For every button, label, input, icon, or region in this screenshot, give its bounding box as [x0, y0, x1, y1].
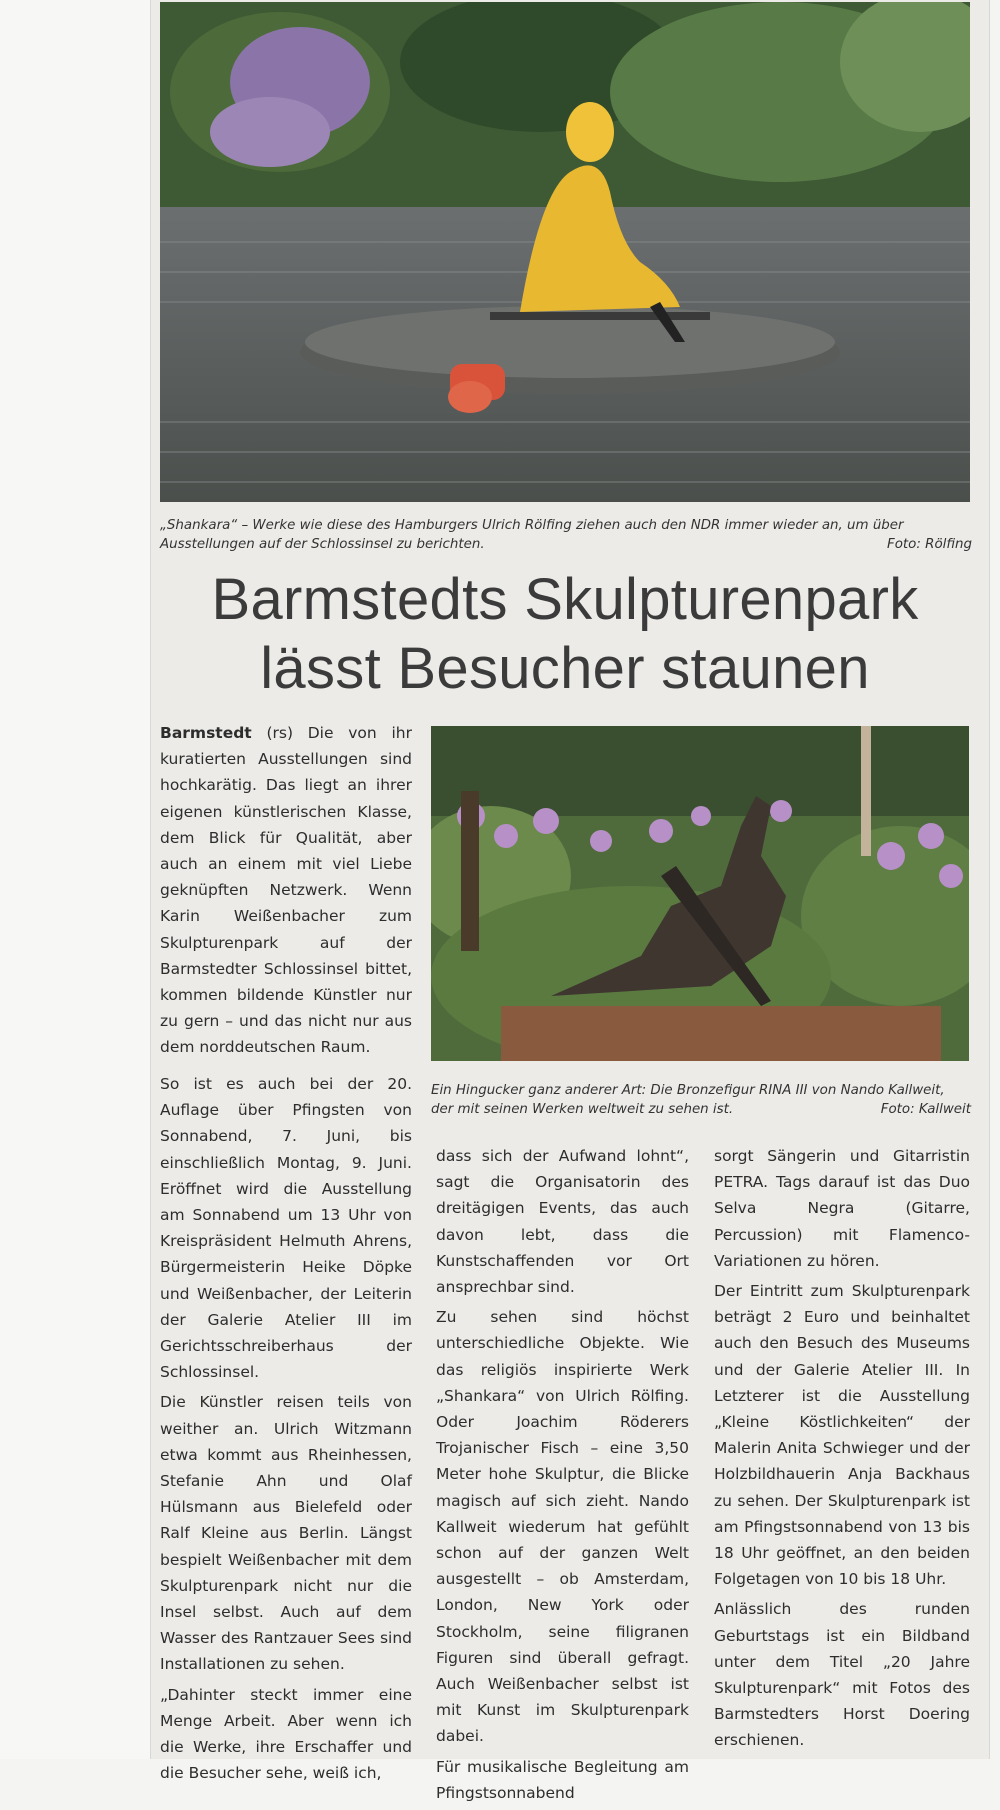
photo-credit-1: Foto: Rölfing: [887, 537, 972, 552]
article-column-2: [436, 1143, 689, 1810]
newspaper-clipping: [150, 0, 990, 1802]
paragraph-6: Zu sehen sind höchst unterschiedliche Objekte. Wie das religiös inspirierte Werk „Shankara“ von Ulrich Rölfing. Oder Joachim Röderers Trojanischer Fisch – eine 3,50 Meter hohe Skulptur, die Blicke magisch auf sich zieht. Nando Kallweit wiederum hat gefühlt schon auf der ganzen Welt ausgestellt – ob Amsterdam, London, New York oder Stockholm, seine filigranen Figuren sind überall gefragt. Auch Weißenbacher selbst ist mit Kunst im Skulpturenpark dabei.: [436, 1308, 689, 1746]
dateline: Barmstedt: [160, 724, 252, 742]
paragraph-1-text: Die von ihr kuratierten Ausstellungen sind hochkarätig. Das liegt an ihrer eigenen künstlerischen Klasse, dem Blick für Qualität, aber auch an einem mit viel Liebe geknüpften Netzwerk. Wenn Karin Weißenbacher zum Skulpturenpark auf der Barmstedter Schlossinsel bittet, kommen bildende Künstler nur zu gern – und das nicht nur aus dem norddeutschen Raum.: [160, 724, 412, 1057]
caption-2-text: Ein Hingucker ganz anderer Art: Die Bronzefigur RINA III von Nando Kallweit, der mit seinen Werken weltweit zu sehen ist.: [431, 1083, 945, 1117]
photo-caption-1: [160, 516, 972, 554]
photo-bronze-figure-rina: [431, 726, 969, 1061]
paragraph-3: Die Künstler reisen teils von weither an. Ulrich Witzmann etwa kommt aus Rheinhessen, Stefanie Ahn und Olaf Hülsmann aus Bielefeld oder Ralf Kleine aus Berlin. Längst bespielt Weißenbacher mit dem Skulpturenpark nicht nur die Insel selbst. Auch auf dem Wasser des Rantzauer Sees sind Installationen zu sehen.: [160, 1393, 412, 1674]
photo-credit-2: Foto: Kallweit: [880, 1102, 971, 1117]
headline-line-2: lässt Besucher staunen: [260, 636, 870, 701]
headline-line-1: Barmstedts Skulpturenpark: [211, 567, 919, 632]
caption-1-text: „Shankara“ – Werke wie diese des Hamburgers Ulrich Rölfing ziehen auch den NDR immer wieder an, um über Ausstellungen auf der Schlossinsel zu berichten.: [160, 518, 904, 552]
byline: (rs): [251, 724, 308, 742]
paragraph-4: „Dahinter steckt immer eine Menge Arbeit. Aber wenn ich die Werke, ihre Erschaffer und die Besucher sehe, weiß ich,: [160, 1685, 412, 1783]
paragraph-5: dass sich der Aufwand lohnt“, sagt die Organisatorin des dreitägigen Events, das auch davon lebt, dass die Kunstschaffenden vor Ort ansprechbar sind.: [436, 1147, 689, 1297]
paragraph-10: Anlässlich des runden Geburtstags ist ein Bildband unter dem Titel „20 Jahre Skulpturenpark“ mit Fotos des Barmstedters Horst Doering erschienen.: [714, 1600, 970, 1750]
photo-shankara-sculpture: [160, 2, 970, 502]
article-column-1-top: [160, 720, 412, 1065]
paragraph-2: So ist es auch bei der 20. Auflage über Pfingsten von Sonnabend, 7. Juni, bis einschließlich Montag, 9. Juni. Eröffnet wird die Ausstellung am Sonnabend um 13 Uhr von Kreispräsident Helmuth Ahrens, Bürgermeisterin Heike Döpke und Weißenbacher, der Leiterin der Galerie Atelier III im Gerichtsschreiberhaus der Schlossinsel.: [160, 1075, 412, 1382]
paragraph-9: Der Eintritt zum Skulpturenpark beträgt 2 Euro und beinhaltet auch den Besuch des Museums und der Galerie Atelier III. In Letzterer ist die Ausstellung „Kleine Köstlichkeiten“ der Malerin Anita Schwieger und der Holzbildhauerin Anja Backhaus zu sehen. Der Skulpturenpark ist am Pfingstsonnabend von 13 bis 18 Uhr geöffnet, an den beiden Folgetagen von 10 bis 18 Uhr.: [714, 1282, 970, 1589]
headline: [160, 565, 970, 703]
paragraph-1: [160, 720, 412, 1061]
scan-margin: [0, 0, 150, 1759]
photo-caption-2: [431, 1081, 971, 1119]
paragraph-8: sorgt Sängerin und Gitarristin PETRA. Tags darauf ist das Duo Selva Negra (Gitarre, Percussion) mit Flamenco-Variationen zu hören.: [714, 1147, 970, 1270]
paragraph-7: Für musikalische Begleitung am Pfingstsonnabend: [436, 1757, 689, 1802]
article-column-1-bottom: [160, 1071, 412, 1790]
article-column-3: [714, 1143, 970, 1758]
